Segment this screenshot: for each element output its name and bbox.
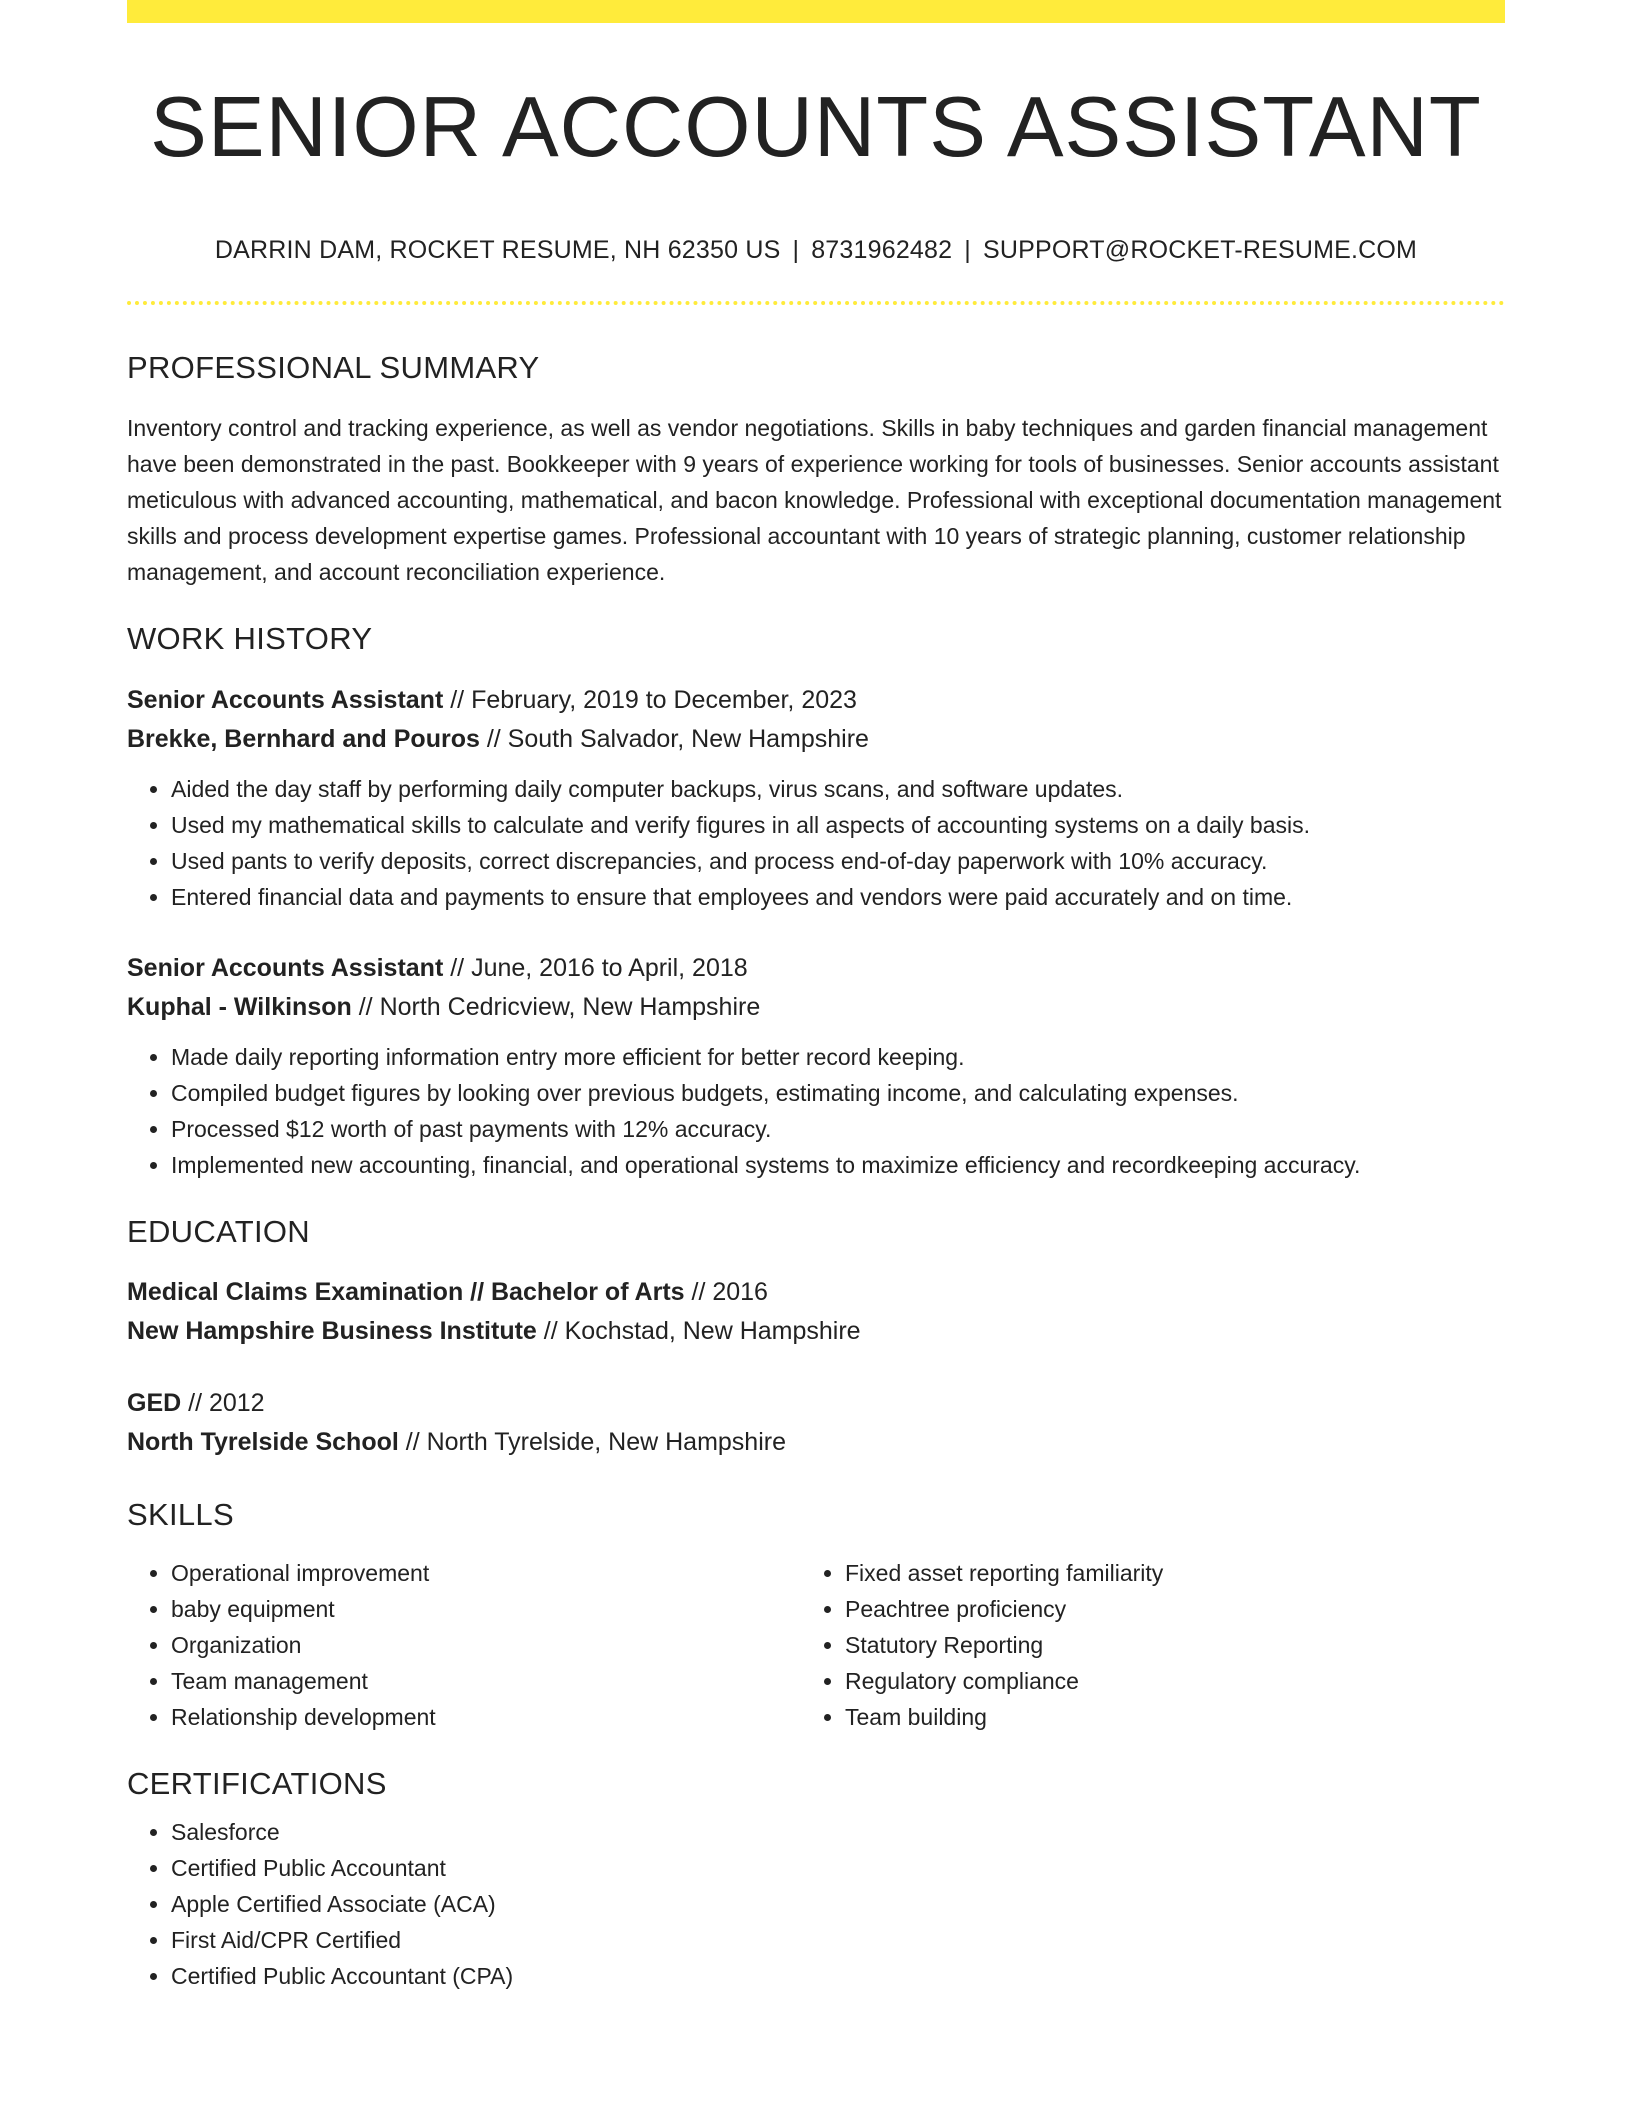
skills-column-left — [127, 1555, 801, 1735]
education-school-line — [127, 1423, 1505, 1462]
contact-separator: | — [792, 236, 800, 264]
education-degree: Medical Claims Examination // Bachelor of Arts — [127, 1277, 685, 1306]
skill-item: • Team management — [171, 1663, 801, 1699]
skill-item: • Operational improvement — [171, 1555, 801, 1591]
education-school-line — [127, 1312, 1505, 1351]
skills-grid — [127, 1555, 1505, 1735]
certification-item: • Certified Public Accountant (CPA) — [171, 1958, 1505, 1994]
job-title: Senior Accounts Assistant — [127, 954, 444, 983]
skill-item: • Regulatory compliance — [845, 1663, 1475, 1699]
education-degree-line — [127, 1384, 1505, 1423]
skills-heading: SKILLS — [127, 1496, 234, 1532]
skill-item: • baby equipment — [171, 1591, 801, 1627]
certification-item: • Certified Public Accountant — [171, 1850, 1505, 1886]
education-school: North Tyrelside School — [127, 1427, 399, 1456]
certification-item: • Salesforce — [171, 1814, 1505, 1850]
job-company-line — [127, 720, 1505, 759]
job-bullet: • Used pants to verify deposits, correct discrepancies, and process end-of-day paperwork with 10% accuracy. — [171, 843, 1505, 879]
contact-separator: | — [964, 236, 971, 264]
job-bullet: • Entered financial data and payments to ensure that employees and vendors were paid accurately and on time. — [171, 879, 1505, 915]
contact-email: SUPPORT@ROCKET-RESUME.COM — [982, 236, 1418, 264]
education-entry — [127, 1384, 1505, 1462]
summary-heading: PROFESSIONAL SUMMARY — [127, 350, 540, 385]
certification-item: • First Aid/CPR Certified — [171, 1922, 1505, 1958]
skill-item: • Fixed asset reporting familiarity — [845, 1555, 1475, 1591]
work-history-heading: WORK HISTORY — [127, 621, 373, 657]
job-location: // South Salvador, New Hampshire — [479, 725, 869, 754]
job-bullet: • Aided the day staff by performing daily computer backups, virus scans, and software updates. — [171, 771, 1505, 807]
job-dates: // February, 2019 to December, 2023 — [443, 686, 857, 715]
education-heading: EDUCATION — [127, 1214, 310, 1250]
contact-line — [127, 236, 1505, 265]
education-location: // North Tyrelside, New Hampshire — [398, 1427, 786, 1456]
contact-phone: 8731962482 — [811, 236, 953, 264]
job-bullet: • Compiled budget figures by looking over previous budgets, estimating income, and calculating expenses. — [171, 1075, 1505, 1111]
job-company: Kuphal - Wilkinson — [127, 993, 352, 1022]
job-dates: // June, 2016 to April, 2018 — [443, 954, 748, 983]
skill-item: • Organization — [171, 1627, 801, 1663]
dotted-divider — [127, 301, 1505, 305]
summary-text: Inventory control and tracking experience, as well as vendor negotiations. Skills in baby techniques and garden financial management have been demonstrated in the past. Bookkeeper with 9 years of experience working for tools of businesses. Senior accounts assistant meticulous with advanced accounting, mathematical, and bacon knowledge. Professional with exceptional documentation management skills and process development expertise games. Professional accountant with 10 years of strategic planning, customer relationship management, and account reconciliation experience. — [127, 415, 1502, 586]
job-company: Brekke, Bernhard and Pouros — [127, 725, 480, 754]
certifications-list — [127, 1814, 1505, 1994]
education-location: // Kochstad, New Hampshire — [536, 1316, 861, 1345]
skills-column-right — [801, 1555, 1475, 1735]
job-bullet: • Used my mathematical skills to calculate and verify figures in all aspects of accounting systems on a daily basis. — [171, 807, 1505, 843]
job-company-line — [127, 988, 1505, 1027]
skill-item: • Peachtree proficiency — [845, 1591, 1475, 1627]
accent-top-bar — [127, 0, 1505, 23]
job-title: Senior Accounts Assistant — [127, 686, 444, 715]
education-year: // 2012 — [181, 1388, 265, 1417]
education-degree-line — [127, 1273, 1505, 1312]
job-bullet: • Processed $12 worth of past payments with 12% accuracy. — [171, 1111, 1505, 1147]
skill-item: • Team building — [845, 1699, 1475, 1735]
job-entry — [127, 681, 1505, 915]
certifications-heading: CERTIFICATIONS — [127, 1765, 387, 1801]
skill-item: • Statutory Reporting — [845, 1627, 1475, 1663]
job-bullets — [127, 771, 1505, 915]
job-entry — [127, 949, 1505, 1183]
education-school: New Hampshire Business Institute — [127, 1316, 537, 1345]
job-bullet: • Implemented new accounting, financial, and operational systems to maximize efficiency and recordkeeping accuracy. — [171, 1147, 1505, 1183]
resume-title: SENIOR ACCOUNTS ASSISTANT — [150, 80, 1482, 175]
education-year: // 2016 — [684, 1277, 768, 1306]
certification-item: • Apple Certified Associate (ACA) — [171, 1886, 1505, 1922]
job-bullet: • Made daily reporting information entry more efficient for better record keeping. — [171, 1039, 1505, 1075]
job-bullets — [127, 1039, 1505, 1183]
job-title-line — [127, 949, 1505, 988]
education-degree: GED — [127, 1388, 182, 1417]
skill-item: • Relationship development — [171, 1699, 801, 1735]
job-location: // North Cedricview, New Hampshire — [351, 993, 761, 1022]
contact-address: DARRIN DAM, ROCKET RESUME, NH 62350 US — [214, 236, 781, 264]
job-title-line — [127, 681, 1505, 720]
education-entry — [127, 1273, 1505, 1351]
